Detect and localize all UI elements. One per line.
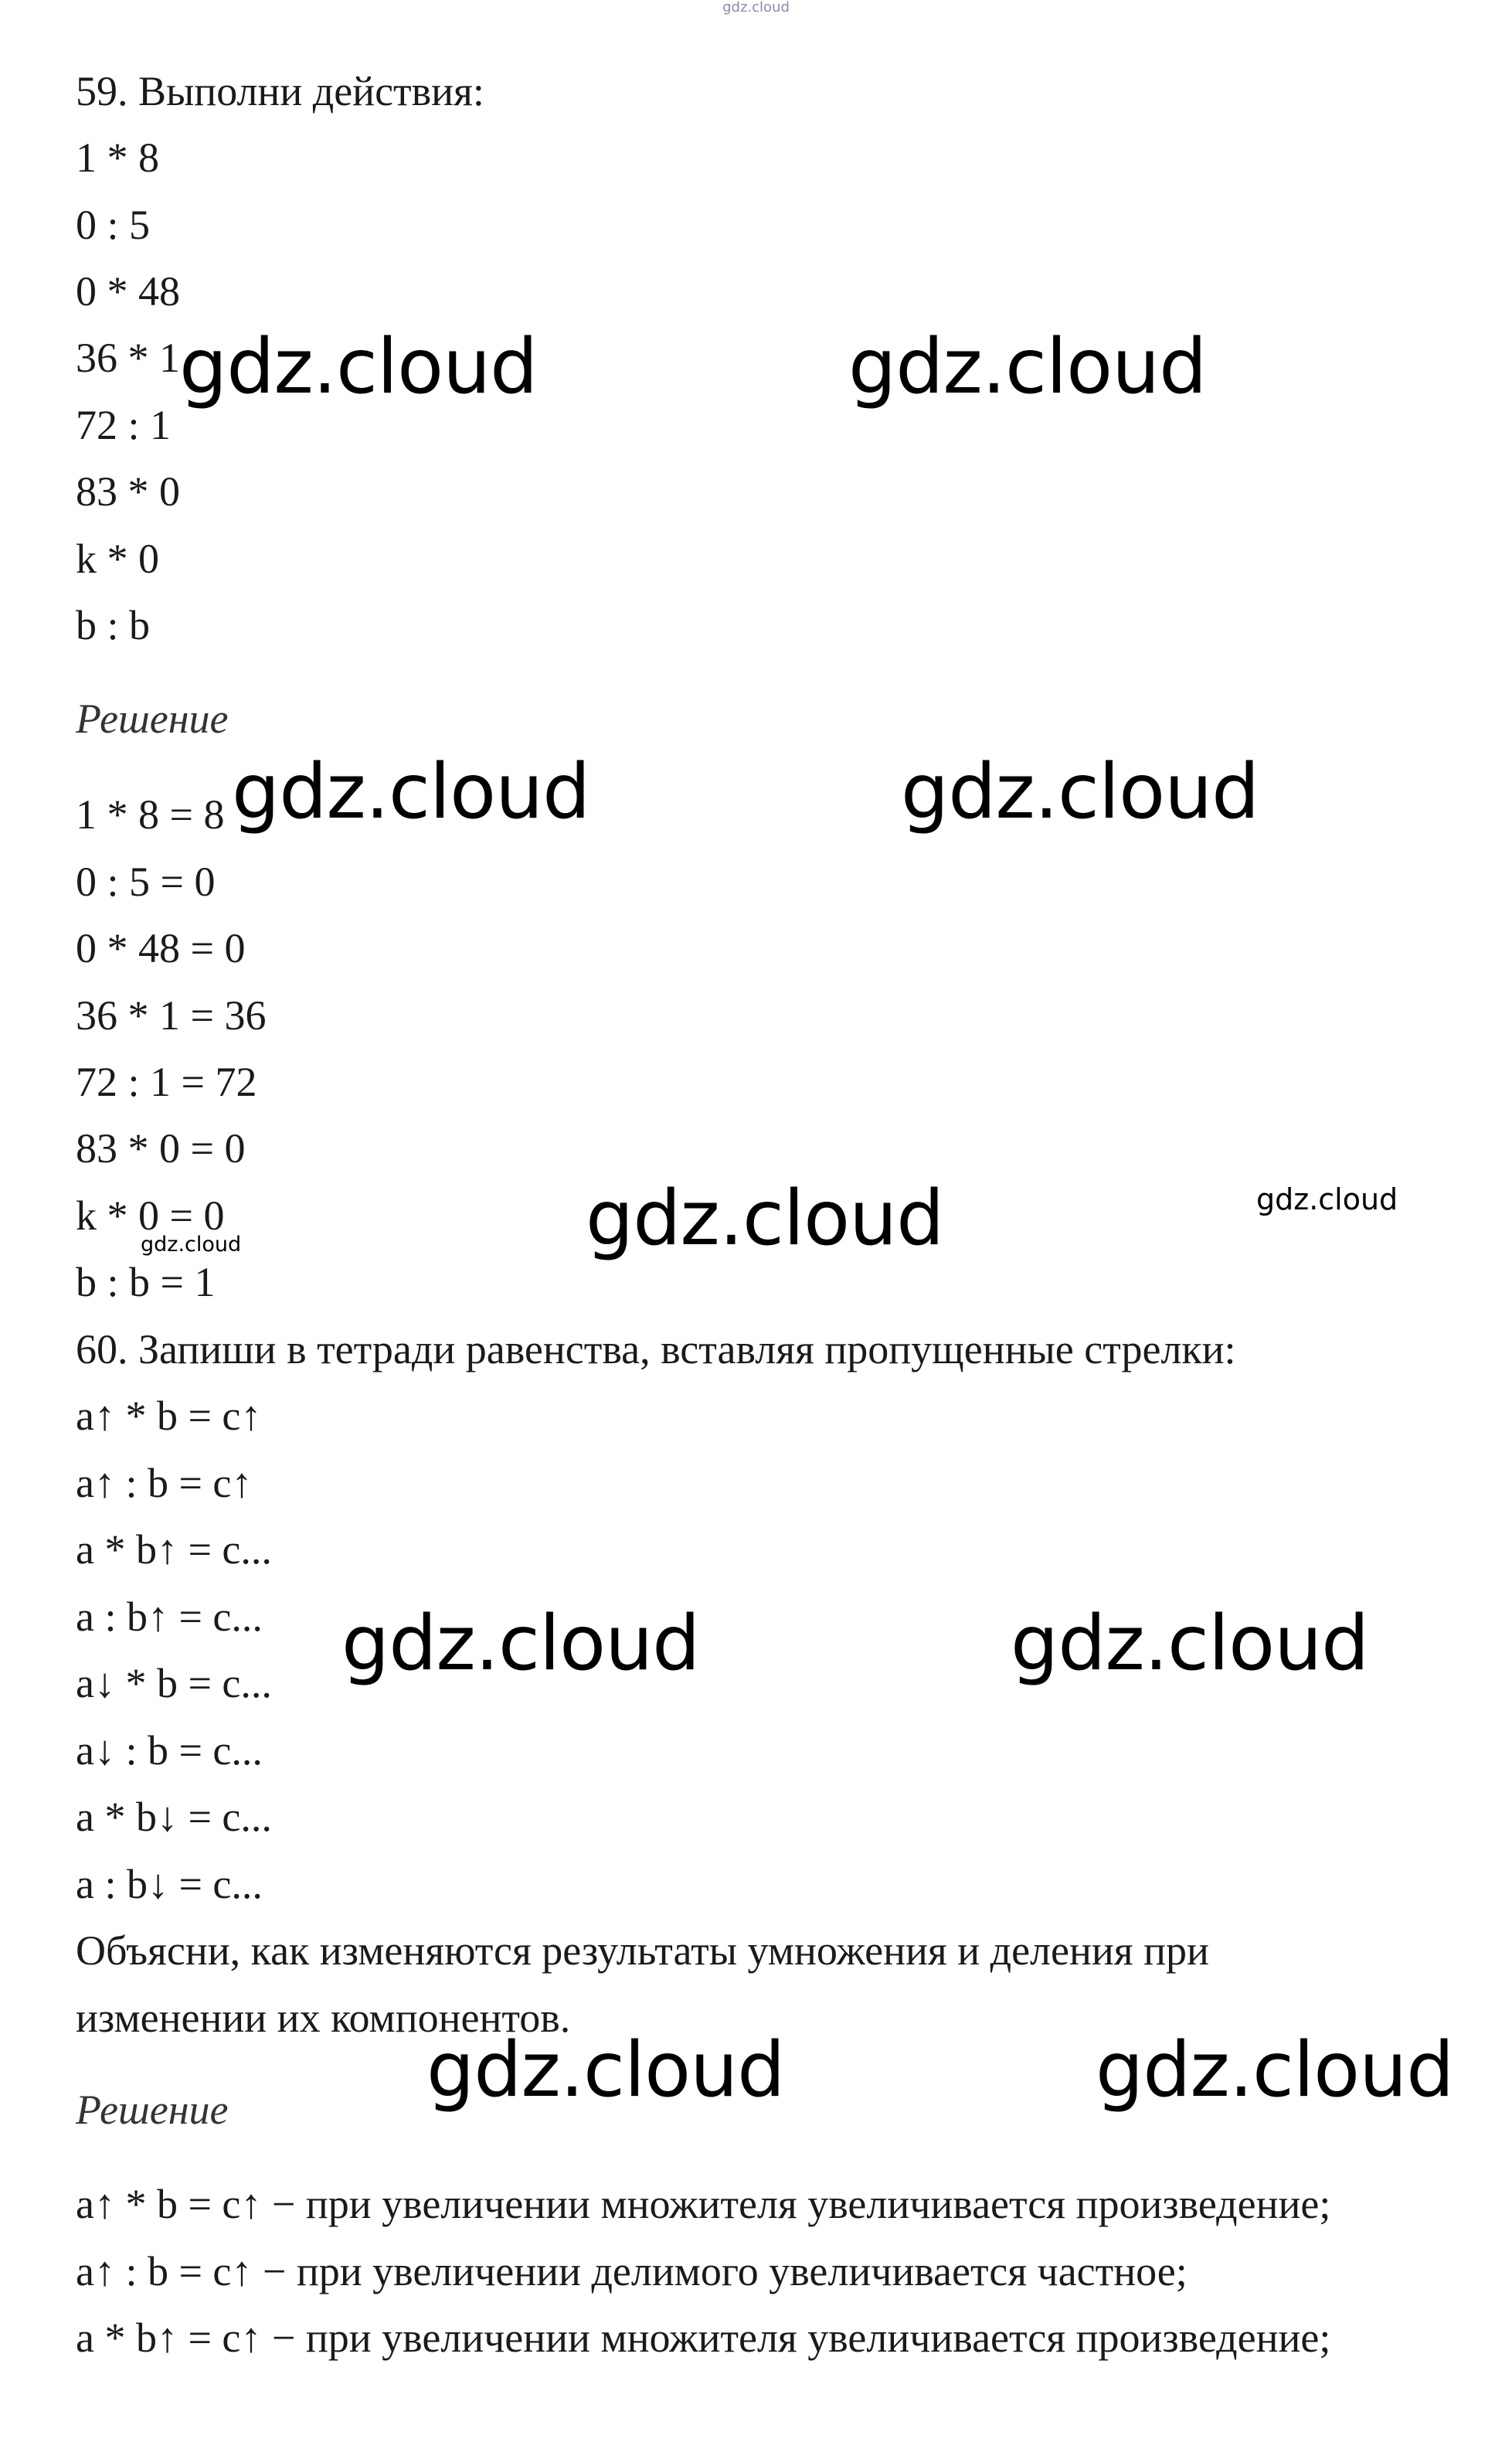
- task60-item: a : b↑ = c...: [76, 1594, 263, 1640]
- watermark: gdz.cloud: [848, 323, 1207, 411]
- task60-solution-line: a↑ : b = c↑ − при увеличении делимого увеличивается частное;: [76, 2248, 1188, 2294]
- task59-solution-line: 0 : 5 = 0: [76, 859, 216, 905]
- top-watermark: gdz.cloud: [722, 0, 790, 15]
- task60-item: a↑ * b = c↑: [76, 1393, 262, 1439]
- task59-solution-label: Решение: [76, 696, 229, 742]
- task59-solution-line: 36 * 1 = 36: [76, 992, 267, 1039]
- watermark: gdz.cloud: [341, 1600, 700, 1688]
- watermark: gdz.cloud: [179, 323, 538, 411]
- task60-item: a : b↓ = c...: [76, 1861, 263, 1907]
- task59-solution-line: 1 * 8 = 8: [76, 791, 225, 838]
- task59-item: k * 0: [76, 536, 159, 582]
- task60-item: a↓ * b = c...: [76, 1660, 272, 1706]
- task59-solution-line: 83 * 0 = 0: [76, 1125, 246, 1172]
- task60-question: Объясни, как изменяются результаты умножения и деления при: [76, 1927, 1209, 1974]
- task60-solution-line: a * b↑ = c↑ − при увеличении множителя увеличивается произведение;: [76, 2315, 1331, 2361]
- task59-item: 0 * 48: [76, 268, 180, 315]
- task59-item: b : b: [76, 602, 151, 648]
- watermark: gdz.cloud: [586, 1175, 944, 1263]
- task60-solution-line: a↑ * b = c↑ − при увеличении множителя увеличивается произведение;: [76, 2181, 1331, 2227]
- task59-solution-line: b : b = 1: [76, 1259, 216, 1305]
- task60-question: изменении их компонентов.: [76, 1995, 571, 2041]
- task60-item: a * b↑ = c...: [76, 1526, 272, 1573]
- task60-item: a * b↓ = c...: [76, 1794, 272, 1840]
- task59-solution-line: 72 : 1 = 72: [76, 1059, 257, 1105]
- task59-item: 36 * 1: [76, 335, 180, 381]
- watermark: gdz.cloud: [1256, 1182, 1398, 1216]
- task60-title: 60. Запиши в тетради равенства, вставляя пропущенные стрелки:: [76, 1326, 1236, 1372]
- task59-solution-line: 0 * 48 = 0: [76, 925, 246, 971]
- watermark: gdz.cloud: [1011, 1600, 1369, 1688]
- task60-solution-label: Решение: [76, 2087, 229, 2133]
- task59-item: 83 * 0: [76, 468, 180, 515]
- task60-item: a↓ : b = c...: [76, 1727, 263, 1774]
- watermark: gdz.cloud: [901, 748, 1259, 836]
- watermark: gdz.cloud: [141, 1233, 242, 1257]
- task60-item: a↑ : b = c↑: [76, 1460, 253, 1506]
- watermark: gdz.cloud: [1096, 2026, 1454, 2114]
- task59-solution-line: k * 0 = 0: [76, 1192, 225, 1239]
- task59-item: 1 * 8: [76, 134, 159, 181]
- task59-title: 59. Выполни действия:: [76, 68, 484, 114]
- watermark: gdz.cloud: [426, 2026, 785, 2114]
- task59-item: 72 : 1: [76, 402, 172, 448]
- task59-item: 0 : 5: [76, 202, 151, 248]
- watermark: gdz.cloud: [232, 748, 590, 836]
